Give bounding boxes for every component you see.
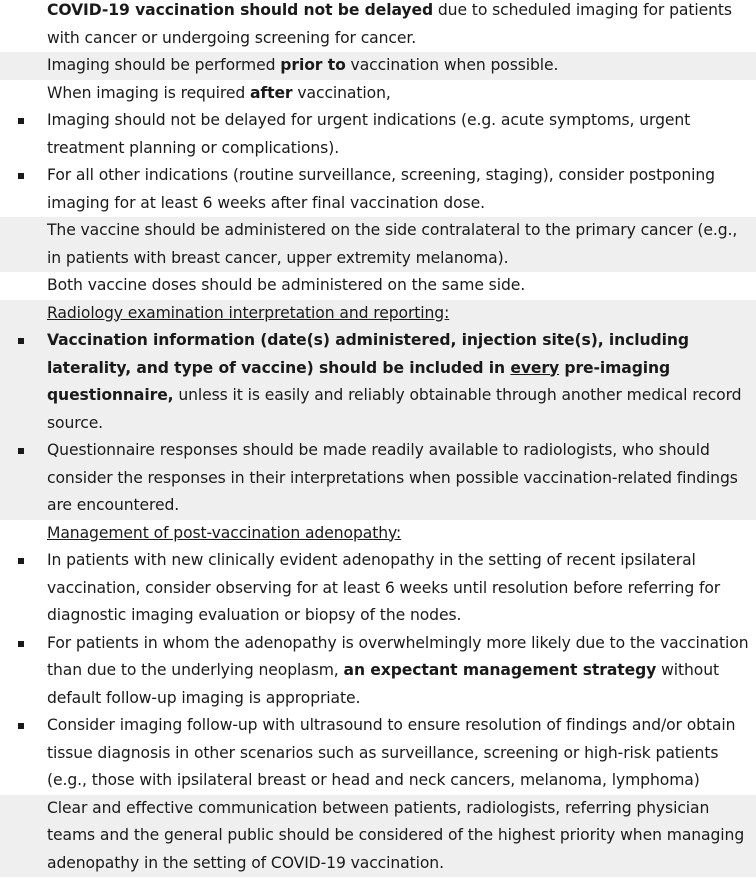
bullet-item: [0, 162, 756, 217]
bold-text: after: [250, 83, 293, 102]
recommendation-row: [0, 0, 756, 52]
row-text: The vaccine should be administered on the side contralateral to the primary cancer (e.g., in patients with breast cancer, upper extremity melanoma).: [47, 221, 738, 267]
row-text: unless it is easily and reliably obtainable through another medical record source.: [47, 386, 742, 432]
bullet-item: [0, 547, 756, 630]
recommendation-row: [0, 80, 756, 108]
bullet-item: [0, 327, 756, 437]
recommendation-row: [0, 217, 756, 272]
bold-text: pre-imaging questionnaire,: [47, 358, 671, 404]
row-text: due to scheduled imaging for patients with cancer or undergoing screening for cancer.: [47, 1, 732, 47]
recommendation-row: [0, 272, 756, 300]
bold-text: Vaccination information (date(s) administered, injection site(s), including laterality, and type of vaccine) should be included in: [47, 331, 689, 377]
row-text: vaccination when possible.: [345, 56, 559, 74]
bold-text: an expectant management strategy: [343, 661, 657, 679]
row-text: Questionnaire responses should be made readily available to radiologists, who should consider the responses in their interpretations when possible vaccination-related findings are encountered.: [47, 441, 738, 514]
bold-underlined-text: every: [510, 358, 560, 377]
row-text: In patients with new clinically evident adenopathy in the setting of recent ipsilateral vaccination, consider observing for at least 6 weeks until resolution before referring for diagnostic imaging evaluation or biopsy of the nodes.: [47, 551, 721, 624]
row-text: Clear and effective communication between patients, radiologists, referring physician teams and the general public should be considered of the highest priority when managing adenopathy in the setting of COVID-19 vaccination.: [47, 798, 745, 872]
row-text: vaccination,: [292, 83, 391, 102]
section-heading-row: [0, 300, 756, 328]
section-heading: Management of post-vaccination adenopathy:: [47, 523, 402, 542]
bullet-item: [0, 712, 756, 795]
row-text: When imaging is required: [47, 83, 250, 102]
bold-text: prior to: [280, 56, 346, 74]
recommendation-row: [0, 52, 756, 80]
bullet-item: [0, 437, 756, 520]
row-text: Imaging should not be delayed for urgent indications (e.g. acute symptoms, urgent treatment planning or complications).: [47, 111, 691, 157]
row-text: For patients in whom the adenopathy is overwhelmingly more likely due to the vaccination than due to the underlying neoplasm,: [47, 633, 749, 679]
section-heading: Radiology examination interpretation and reporting:: [47, 303, 450, 322]
row-text: Consider imaging follow-up with ultrasound to ensure resolution of findings and/or obtain tissue diagnosis in other scenarios such as surveillance, screening or high-risk patients (e.g., those with ipsilateral breast or head and neck cancers, melanoma, lymphoma): [47, 716, 736, 789]
bullet-item: [0, 630, 756, 713]
recommendation-row: [0, 795, 756, 878]
bullet-item: [0, 107, 756, 162]
row-text: Both vaccine doses should be administered on the same side.: [47, 276, 526, 294]
row-text: without default follow-up imaging is appropriate.: [47, 661, 719, 707]
bold-text: COVID-19 vaccination should not be delayed: [47, 1, 434, 19]
section-heading-row: [0, 520, 756, 548]
row-text: Imaging should be performed: [47, 56, 281, 74]
row-text: For all other indications (routine surveillance, screening, staging), consider postponing imaging for at least 6 weeks after final vaccination dose.: [47, 166, 715, 212]
